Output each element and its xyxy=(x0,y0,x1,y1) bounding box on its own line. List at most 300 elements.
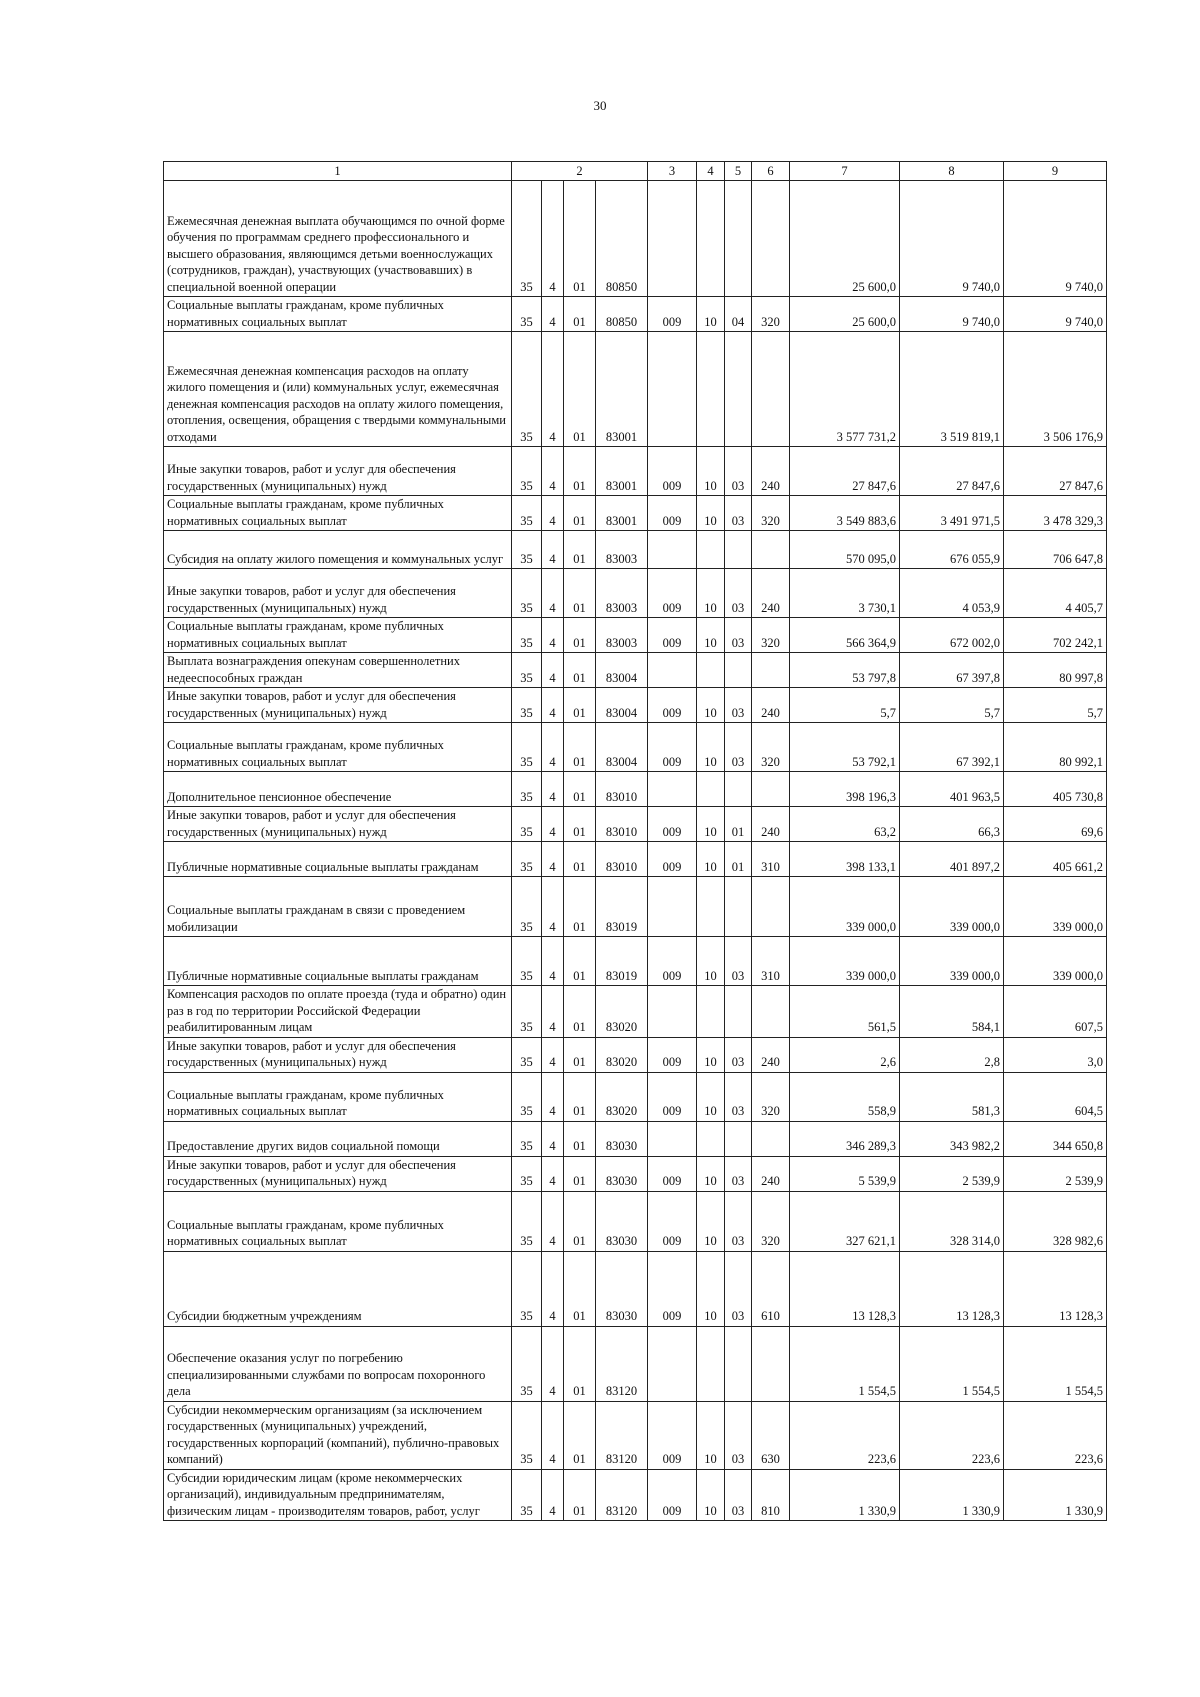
header-col-3: 3 xyxy=(648,162,697,181)
table-cell-code-program: 35 xyxy=(512,618,542,653)
header-col-1: 1 xyxy=(164,162,512,181)
table-cell-ministry: 009 xyxy=(648,618,697,653)
header-col-7: 7 xyxy=(790,162,900,181)
table-cell-section xyxy=(697,332,725,447)
table-cell-amount-year1: 27 847,6 xyxy=(790,447,900,496)
table-cell-amount-year2: 223,6 xyxy=(900,1401,1004,1469)
table-cell-code-type: 4 xyxy=(542,447,564,496)
header-col-2: 2 xyxy=(512,162,648,181)
table-cell-code-direction: 83004 xyxy=(596,653,648,688)
table-cell-name: Публичные нормативные социальные выплаты гражданам xyxy=(164,937,512,986)
table-cell-code-direction: 83030 xyxy=(596,1191,648,1251)
table-cell-code-program: 35 xyxy=(512,1401,542,1469)
table-cell-ministry: 009 xyxy=(648,723,697,772)
table-cell-code-program: 35 xyxy=(512,1072,542,1121)
table-cell-code-type: 4 xyxy=(542,807,564,842)
table-row xyxy=(164,297,1107,332)
table-cell-amount-year1: 339 000,0 xyxy=(790,877,900,937)
table-cell-amount-year1: 25 600,0 xyxy=(790,181,900,297)
table-cell-code-direction: 83003 xyxy=(596,618,648,653)
table-cell-name: Иные закупки товаров, работ и услуг для обеспечения государственных (муниципальных) нужд xyxy=(164,807,512,842)
table-cell-ministry xyxy=(648,772,697,807)
table-cell-amount-year3: 706 647,8 xyxy=(1004,531,1107,569)
table-body xyxy=(164,181,1107,1521)
table-cell-ministry: 009 xyxy=(648,569,697,618)
table-cell-amount-year1: 566 364,9 xyxy=(790,618,900,653)
table-cell-amount-year3: 607,5 xyxy=(1004,986,1107,1038)
table-row xyxy=(164,986,1107,1038)
table-cell-subsection xyxy=(725,531,752,569)
table-cell-subsection xyxy=(725,653,752,688)
table-cell-expense-type: 810 xyxy=(752,1469,790,1521)
table-cell-section: 10 xyxy=(697,1251,725,1326)
header-col-5: 5 xyxy=(725,162,752,181)
table-cell-subsection xyxy=(725,772,752,807)
table-cell-subsection: 03 xyxy=(725,1037,752,1072)
table-cell-amount-year1: 25 600,0 xyxy=(790,297,900,332)
table-cell-amount-year3: 344 650,8 xyxy=(1004,1121,1107,1156)
table-cell-ministry xyxy=(648,1326,697,1401)
table-cell-code-subprogram: 01 xyxy=(564,653,596,688)
table-cell-ministry: 009 xyxy=(648,688,697,723)
table-cell-amount-year1: 13 128,3 xyxy=(790,1251,900,1326)
table-cell-amount-year2: 584,1 xyxy=(900,986,1004,1038)
table-cell-subsection: 03 xyxy=(725,1191,752,1251)
table-cell-subsection: 03 xyxy=(725,618,752,653)
table-cell-name: Социальные выплаты гражданам, кроме публичных нормативных социальных выплат xyxy=(164,618,512,653)
table-cell-ministry xyxy=(648,531,697,569)
table-cell-amount-year1: 53 792,1 xyxy=(790,723,900,772)
table-cell-name: Социальные выплаты гражданам, кроме публичных нормативных социальных выплат xyxy=(164,1072,512,1121)
table-cell-ministry xyxy=(648,181,697,297)
table-cell-amount-year1: 3 549 883,6 xyxy=(790,496,900,531)
table-row xyxy=(164,653,1107,688)
table-cell-amount-year3: 339 000,0 xyxy=(1004,937,1107,986)
header-row xyxy=(164,162,1107,181)
table-cell-subsection xyxy=(725,1326,752,1401)
table-cell-expense-type: 320 xyxy=(752,1191,790,1251)
table-row xyxy=(164,618,1107,653)
table-cell-name: Социальные выплаты гражданам, кроме публичных нормативных социальных выплат xyxy=(164,723,512,772)
table-cell-subsection: 04 xyxy=(725,297,752,332)
table-cell-code-program: 35 xyxy=(512,569,542,618)
table-cell-expense-type: 630 xyxy=(752,1401,790,1469)
table-row xyxy=(164,842,1107,877)
table-cell-section: 10 xyxy=(697,618,725,653)
table-row xyxy=(164,569,1107,618)
table-cell-code-type: 4 xyxy=(542,937,564,986)
table-cell-amount-year3: 1 554,5 xyxy=(1004,1326,1107,1401)
table-cell-subsection: 03 xyxy=(725,1251,752,1326)
table-cell-code-program: 35 xyxy=(512,807,542,842)
table-row xyxy=(164,688,1107,723)
table-cell-code-program: 35 xyxy=(512,1326,542,1401)
table-cell-amount-year1: 346 289,3 xyxy=(790,1121,900,1156)
table-cell-code-program: 35 xyxy=(512,653,542,688)
table-cell-amount-year2: 67 392,1 xyxy=(900,723,1004,772)
table-cell-ministry: 009 xyxy=(648,937,697,986)
table-cell-section: 10 xyxy=(697,1156,725,1191)
table-row xyxy=(164,1401,1107,1469)
table-cell-section: 10 xyxy=(697,807,725,842)
table-cell-code-program: 35 xyxy=(512,1121,542,1156)
table-cell-subsection: 03 xyxy=(725,723,752,772)
table-cell-section: 10 xyxy=(697,723,725,772)
table-cell-expense-type: 320 xyxy=(752,297,790,332)
table-cell-amount-year3: 9 740,0 xyxy=(1004,297,1107,332)
table-cell-code-subprogram: 01 xyxy=(564,447,596,496)
table-cell-code-type: 4 xyxy=(542,723,564,772)
table-cell-name: Ежемесячная денежная выплата обучающимся по очной форме обучения по программам среднего профессионального и высшего образования, являющимся детьми военнослужащих (сотрудников, граждан), участвующих (участвовавших) в специальной военной операции xyxy=(164,181,512,297)
table-cell-amount-year1: 561,5 xyxy=(790,986,900,1038)
table-cell-subsection: 03 xyxy=(725,447,752,496)
table-cell-code-type: 4 xyxy=(542,877,564,937)
table-cell-amount-year2: 581,3 xyxy=(900,1072,1004,1121)
table-cell-section: 10 xyxy=(697,1037,725,1072)
table-cell-name: Субсидии некоммерческим организациям (за исключением государственных (муниципальных) учреждений, государственных корпораций (компаний), публично-правовых компаний) xyxy=(164,1401,512,1469)
table-cell-code-type: 4 xyxy=(542,842,564,877)
table-cell-amount-year2: 1 330,9 xyxy=(900,1469,1004,1521)
table-row xyxy=(164,1072,1107,1121)
table-cell-code-subprogram: 01 xyxy=(564,877,596,937)
table-cell-code-type: 4 xyxy=(542,332,564,447)
table-cell-section: 10 xyxy=(697,688,725,723)
table-cell-code-direction: 83120 xyxy=(596,1469,648,1521)
table-cell-expense-type: 240 xyxy=(752,569,790,618)
table-cell-code-type: 4 xyxy=(542,1326,564,1401)
table-cell-amount-year3: 223,6 xyxy=(1004,1401,1107,1469)
table-cell-name: Субсидия на оплату жилого помещения и коммунальных услуг xyxy=(164,531,512,569)
table-cell-amount-year1: 1 330,9 xyxy=(790,1469,900,1521)
table-cell-subsection: 01 xyxy=(725,807,752,842)
table-cell-amount-year3: 405 730,8 xyxy=(1004,772,1107,807)
table-cell-expense-type: 320 xyxy=(752,618,790,653)
table-cell-code-type: 4 xyxy=(542,1072,564,1121)
table-cell-ministry: 009 xyxy=(648,496,697,531)
table-cell-amount-year3: 604,5 xyxy=(1004,1072,1107,1121)
table-cell-ministry xyxy=(648,986,697,1038)
table-cell-code-subprogram: 01 xyxy=(564,1072,596,1121)
table-cell-ministry xyxy=(648,332,697,447)
table-cell-amount-year1: 5 539,9 xyxy=(790,1156,900,1191)
table-cell-ministry: 009 xyxy=(648,1072,697,1121)
table-row xyxy=(164,496,1107,531)
table-row xyxy=(164,1251,1107,1326)
table-cell-code-direction: 83004 xyxy=(596,723,648,772)
table-cell-amount-year2: 13 128,3 xyxy=(900,1251,1004,1326)
table-cell-expense-type: 320 xyxy=(752,723,790,772)
table-cell-amount-year2: 27 847,6 xyxy=(900,447,1004,496)
table-cell-code-type: 4 xyxy=(542,1469,564,1521)
table-cell-expense-type xyxy=(752,531,790,569)
table-cell-amount-year2: 339 000,0 xyxy=(900,937,1004,986)
table-cell-subsection: 03 xyxy=(725,688,752,723)
table-cell-code-direction: 83003 xyxy=(596,569,648,618)
table-cell-amount-year3: 1 330,9 xyxy=(1004,1469,1107,1521)
table-cell-subsection xyxy=(725,332,752,447)
header-col-9: 9 xyxy=(1004,162,1107,181)
table-cell-code-subprogram: 01 xyxy=(564,496,596,531)
table-cell-amount-year1: 53 797,8 xyxy=(790,653,900,688)
table-cell-code-subprogram: 01 xyxy=(564,569,596,618)
table-cell-code-direction: 83010 xyxy=(596,842,648,877)
table-cell-ministry xyxy=(648,653,697,688)
table-cell-amount-year2: 9 740,0 xyxy=(900,297,1004,332)
table-cell-code-direction: 83010 xyxy=(596,807,648,842)
table-cell-code-program: 35 xyxy=(512,1037,542,1072)
table-cell-code-subprogram: 01 xyxy=(564,937,596,986)
table-cell-code-type: 4 xyxy=(542,618,564,653)
table-cell-code-subprogram: 01 xyxy=(564,772,596,807)
table-cell-amount-year2: 401 963,5 xyxy=(900,772,1004,807)
table-cell-amount-year2: 339 000,0 xyxy=(900,877,1004,937)
table-cell-code-direction: 80850 xyxy=(596,181,648,297)
table-cell-code-direction: 83120 xyxy=(596,1326,648,1401)
table-cell-code-subprogram: 01 xyxy=(564,1191,596,1251)
table-cell-code-program: 35 xyxy=(512,688,542,723)
table-cell-name: Публичные нормативные социальные выплаты гражданам xyxy=(164,842,512,877)
table-cell-expense-type xyxy=(752,772,790,807)
table-cell-name: Социальные выплаты гражданам, кроме публичных нормативных социальных выплат xyxy=(164,1191,512,1251)
table-cell-amount-year3: 339 000,0 xyxy=(1004,877,1107,937)
table-cell-code-program: 35 xyxy=(512,1469,542,1521)
table-cell-amount-year1: 5,7 xyxy=(790,688,900,723)
table-cell-name: Обеспечение оказания услуг по погребению специализированными службами по вопросам похоронного дела xyxy=(164,1326,512,1401)
table-cell-code-type: 4 xyxy=(542,772,564,807)
table-cell-expense-type: 310 xyxy=(752,937,790,986)
table-cell-code-program: 35 xyxy=(512,986,542,1038)
table-cell-amount-year2: 672 002,0 xyxy=(900,618,1004,653)
header-col-6: 6 xyxy=(752,162,790,181)
table-cell-code-type: 4 xyxy=(542,1121,564,1156)
table-cell-amount-year2: 343 982,2 xyxy=(900,1121,1004,1156)
table-cell-code-direction: 83001 xyxy=(596,447,648,496)
table-cell-ministry: 009 xyxy=(648,447,697,496)
table-cell-code-subprogram: 01 xyxy=(564,807,596,842)
table-cell-amount-year2: 328 314,0 xyxy=(900,1191,1004,1251)
table-cell-ministry: 009 xyxy=(648,1401,697,1469)
table-cell-amount-year3: 328 982,6 xyxy=(1004,1191,1107,1251)
table-cell-code-type: 4 xyxy=(542,1156,564,1191)
table-cell-ministry: 009 xyxy=(648,807,697,842)
table-cell-code-program: 35 xyxy=(512,181,542,297)
table-cell-amount-year2: 2 539,9 xyxy=(900,1156,1004,1191)
table-cell-ministry: 009 xyxy=(648,1037,697,1072)
table-cell-code-program: 35 xyxy=(512,496,542,531)
table-cell-name: Иные закупки товаров, работ и услуг для обеспечения государственных (муниципальных) нужд xyxy=(164,569,512,618)
budget-table xyxy=(163,161,1107,1521)
table-cell-code-program: 35 xyxy=(512,1191,542,1251)
table-row xyxy=(164,723,1107,772)
table-cell-code-type: 4 xyxy=(542,653,564,688)
table-cell-amount-year3: 3 478 329,3 xyxy=(1004,496,1107,531)
table-cell-code-direction: 83030 xyxy=(596,1156,648,1191)
table-cell-code-type: 4 xyxy=(542,496,564,531)
table-cell-section xyxy=(697,877,725,937)
table-cell-code-program: 35 xyxy=(512,877,542,937)
table-cell-subsection: 03 xyxy=(725,937,752,986)
table-cell-amount-year3: 405 661,2 xyxy=(1004,842,1107,877)
table-cell-code-subprogram: 01 xyxy=(564,1121,596,1156)
table-cell-amount-year3: 3,0 xyxy=(1004,1037,1107,1072)
table-cell-code-program: 35 xyxy=(512,1156,542,1191)
table-cell-code-type: 4 xyxy=(542,569,564,618)
table-cell-section: 10 xyxy=(697,1469,725,1521)
table-cell-amount-year1: 2,6 xyxy=(790,1037,900,1072)
table-cell-code-direction: 83001 xyxy=(596,332,648,447)
table-cell-amount-year3: 3 506 176,9 xyxy=(1004,332,1107,447)
table-cell-code-program: 35 xyxy=(512,531,542,569)
table-cell-name: Субсидии юридическим лицам (кроме некоммерческих организаций), индивидуальным предпринимателям, физическим лицам - производителям товаров, работ, услуг xyxy=(164,1469,512,1521)
table-cell-amount-year3: 13 128,3 xyxy=(1004,1251,1107,1326)
table-cell-subsection: 03 xyxy=(725,496,752,531)
table-cell-ministry: 009 xyxy=(648,1251,697,1326)
table-cell-expense-type xyxy=(752,1326,790,1401)
table-cell-amount-year2: 401 897,2 xyxy=(900,842,1004,877)
table-cell-code-program: 35 xyxy=(512,447,542,496)
table-row xyxy=(164,181,1107,297)
table-cell-section: 10 xyxy=(697,297,725,332)
table-cell-amount-year2: 66,3 xyxy=(900,807,1004,842)
table-cell-amount-year1: 1 554,5 xyxy=(790,1326,900,1401)
table-cell-code-type: 4 xyxy=(542,1251,564,1326)
table-cell-ministry: 009 xyxy=(648,1469,697,1521)
table-row xyxy=(164,1156,1107,1191)
table-cell-code-type: 4 xyxy=(542,986,564,1038)
table-cell-expense-type xyxy=(752,1121,790,1156)
table-cell-code-subprogram: 01 xyxy=(564,1251,596,1326)
table-cell-amount-year3: 702 242,1 xyxy=(1004,618,1107,653)
table-cell-expense-type: 320 xyxy=(752,1072,790,1121)
table-cell-section: 10 xyxy=(697,1401,725,1469)
table-cell-amount-year3: 2 539,9 xyxy=(1004,1156,1107,1191)
table-cell-code-subprogram: 01 xyxy=(564,181,596,297)
table-cell-code-type: 4 xyxy=(542,181,564,297)
table-cell-amount-year1: 398 133,1 xyxy=(790,842,900,877)
table-cell-amount-year2: 676 055,9 xyxy=(900,531,1004,569)
table-cell-name: Иные закупки товаров, работ и услуг для обеспечения государственных (муниципальных) нужд xyxy=(164,1156,512,1191)
table-cell-code-type: 4 xyxy=(542,688,564,723)
table-cell-subsection xyxy=(725,877,752,937)
table-cell-section xyxy=(697,772,725,807)
table-cell-amount-year1: 63,2 xyxy=(790,807,900,842)
table-cell-code-type: 4 xyxy=(542,531,564,569)
table-row xyxy=(164,531,1107,569)
table-cell-subsection xyxy=(725,181,752,297)
table-cell-expense-type: 310 xyxy=(752,842,790,877)
table-cell-code-program: 35 xyxy=(512,1251,542,1326)
table-cell-name: Ежемесячная денежная компенсация расходов на оплату жилого помещения и (или) коммунальных услуг, ежемесячная денежная компенсация расходов на оплату жилого помещения, отопления, освещения, обращения с твердыми коммунальными отходами xyxy=(164,332,512,447)
table-cell-name: Социальные выплаты гражданам в связи с проведением мобилизации xyxy=(164,877,512,937)
table-cell-expense-type xyxy=(752,332,790,447)
table-cell-expense-type xyxy=(752,986,790,1038)
table-cell-section: 10 xyxy=(697,447,725,496)
table-cell-code-direction: 83010 xyxy=(596,772,648,807)
table-cell-ministry: 009 xyxy=(648,1191,697,1251)
table-cell-name: Иные закупки товаров, работ и услуг для обеспечения государственных (муниципальных) нужд xyxy=(164,688,512,723)
table-cell-expense-type xyxy=(752,653,790,688)
table-cell-section: 10 xyxy=(697,496,725,531)
table-cell-amount-year2: 5,7 xyxy=(900,688,1004,723)
table-cell-section xyxy=(697,986,725,1038)
table-cell-code-direction: 83019 xyxy=(596,877,648,937)
table-cell-subsection: 03 xyxy=(725,1469,752,1521)
table-cell-code-subprogram: 01 xyxy=(564,986,596,1038)
table-cell-code-direction: 83004 xyxy=(596,688,648,723)
table-cell-amount-year3: 9 740,0 xyxy=(1004,181,1107,297)
table-cell-section: 10 xyxy=(697,1072,725,1121)
table-cell-amount-year1: 3 577 731,2 xyxy=(790,332,900,447)
table-cell-expense-type: 240 xyxy=(752,1037,790,1072)
table-cell-ministry xyxy=(648,877,697,937)
table-cell-name: Компенсация расходов по оплате проезда (туда и обратно) один раз в год по территории Российской Федерации реабилитированным лицам xyxy=(164,986,512,1038)
table-cell-code-program: 35 xyxy=(512,723,542,772)
table-cell-expense-type: 240 xyxy=(752,807,790,842)
table-cell-amount-year3: 5,7 xyxy=(1004,688,1107,723)
table-cell-expense-type: 240 xyxy=(752,447,790,496)
table-cell-code-subprogram: 01 xyxy=(564,531,596,569)
table-cell-code-direction: 83019 xyxy=(596,937,648,986)
table-cell-code-program: 35 xyxy=(512,772,542,807)
table-cell-name: Социальные выплаты гражданам, кроме публичных нормативных социальных выплат xyxy=(164,297,512,332)
table-cell-code-subprogram: 01 xyxy=(564,688,596,723)
table-cell-ministry: 009 xyxy=(648,842,697,877)
table-cell-code-type: 4 xyxy=(542,1401,564,1469)
table-cell-expense-type: 240 xyxy=(752,1156,790,1191)
table-cell-code-program: 35 xyxy=(512,332,542,447)
table-cell-code-subprogram: 01 xyxy=(564,1037,596,1072)
table-cell-amount-year2: 3 491 971,5 xyxy=(900,496,1004,531)
table-cell-amount-year3: 69,6 xyxy=(1004,807,1107,842)
table-cell-amount-year2: 2,8 xyxy=(900,1037,1004,1072)
table-cell-section: 10 xyxy=(697,1191,725,1251)
table-row xyxy=(164,807,1107,842)
table-cell-section xyxy=(697,1121,725,1156)
table-cell-code-subprogram: 01 xyxy=(564,842,596,877)
table-cell-subsection xyxy=(725,986,752,1038)
table-cell-code-direction: 83001 xyxy=(596,496,648,531)
table-cell-expense-type: 610 xyxy=(752,1251,790,1326)
table-cell-code-subprogram: 01 xyxy=(564,618,596,653)
table-cell-name: Иные закупки товаров, работ и услуг для обеспечения государственных (муниципальных) нужд xyxy=(164,1037,512,1072)
table-cell-ministry xyxy=(648,1121,697,1156)
table-cell-code-subprogram: 01 xyxy=(564,1156,596,1191)
table-cell-subsection: 01 xyxy=(725,842,752,877)
table-cell-expense-type xyxy=(752,181,790,297)
table-cell-code-direction: 83030 xyxy=(596,1251,648,1326)
table-cell-code-subprogram: 01 xyxy=(564,1469,596,1521)
table-cell-amount-year1: 558,9 xyxy=(790,1072,900,1121)
table-cell-amount-year1: 327 621,1 xyxy=(790,1191,900,1251)
table-row xyxy=(164,1191,1107,1251)
table-cell-code-subprogram: 01 xyxy=(564,1401,596,1469)
table-cell-code-program: 35 xyxy=(512,842,542,877)
table-cell-amount-year2: 4 053,9 xyxy=(900,569,1004,618)
table-cell-section: 10 xyxy=(697,842,725,877)
table-cell-code-direction: 83003 xyxy=(596,531,648,569)
table-row xyxy=(164,1326,1107,1401)
table-cell-code-direction: 83020 xyxy=(596,1072,648,1121)
table-cell-name: Иные закупки товаров, работ и услуг для обеспечения государственных (муниципальных) нужд xyxy=(164,447,512,496)
table-cell-name: Предоставление других видов социальной помощи xyxy=(164,1121,512,1156)
table-cell-section xyxy=(697,531,725,569)
table-cell-expense-type xyxy=(752,877,790,937)
table-cell-amount-year3: 80 997,8 xyxy=(1004,653,1107,688)
table-cell-subsection: 03 xyxy=(725,1401,752,1469)
table-row xyxy=(164,937,1107,986)
table-cell-name: Субсидии бюджетным учреждениям xyxy=(164,1251,512,1326)
table-cell-amount-year1: 3 730,1 xyxy=(790,569,900,618)
